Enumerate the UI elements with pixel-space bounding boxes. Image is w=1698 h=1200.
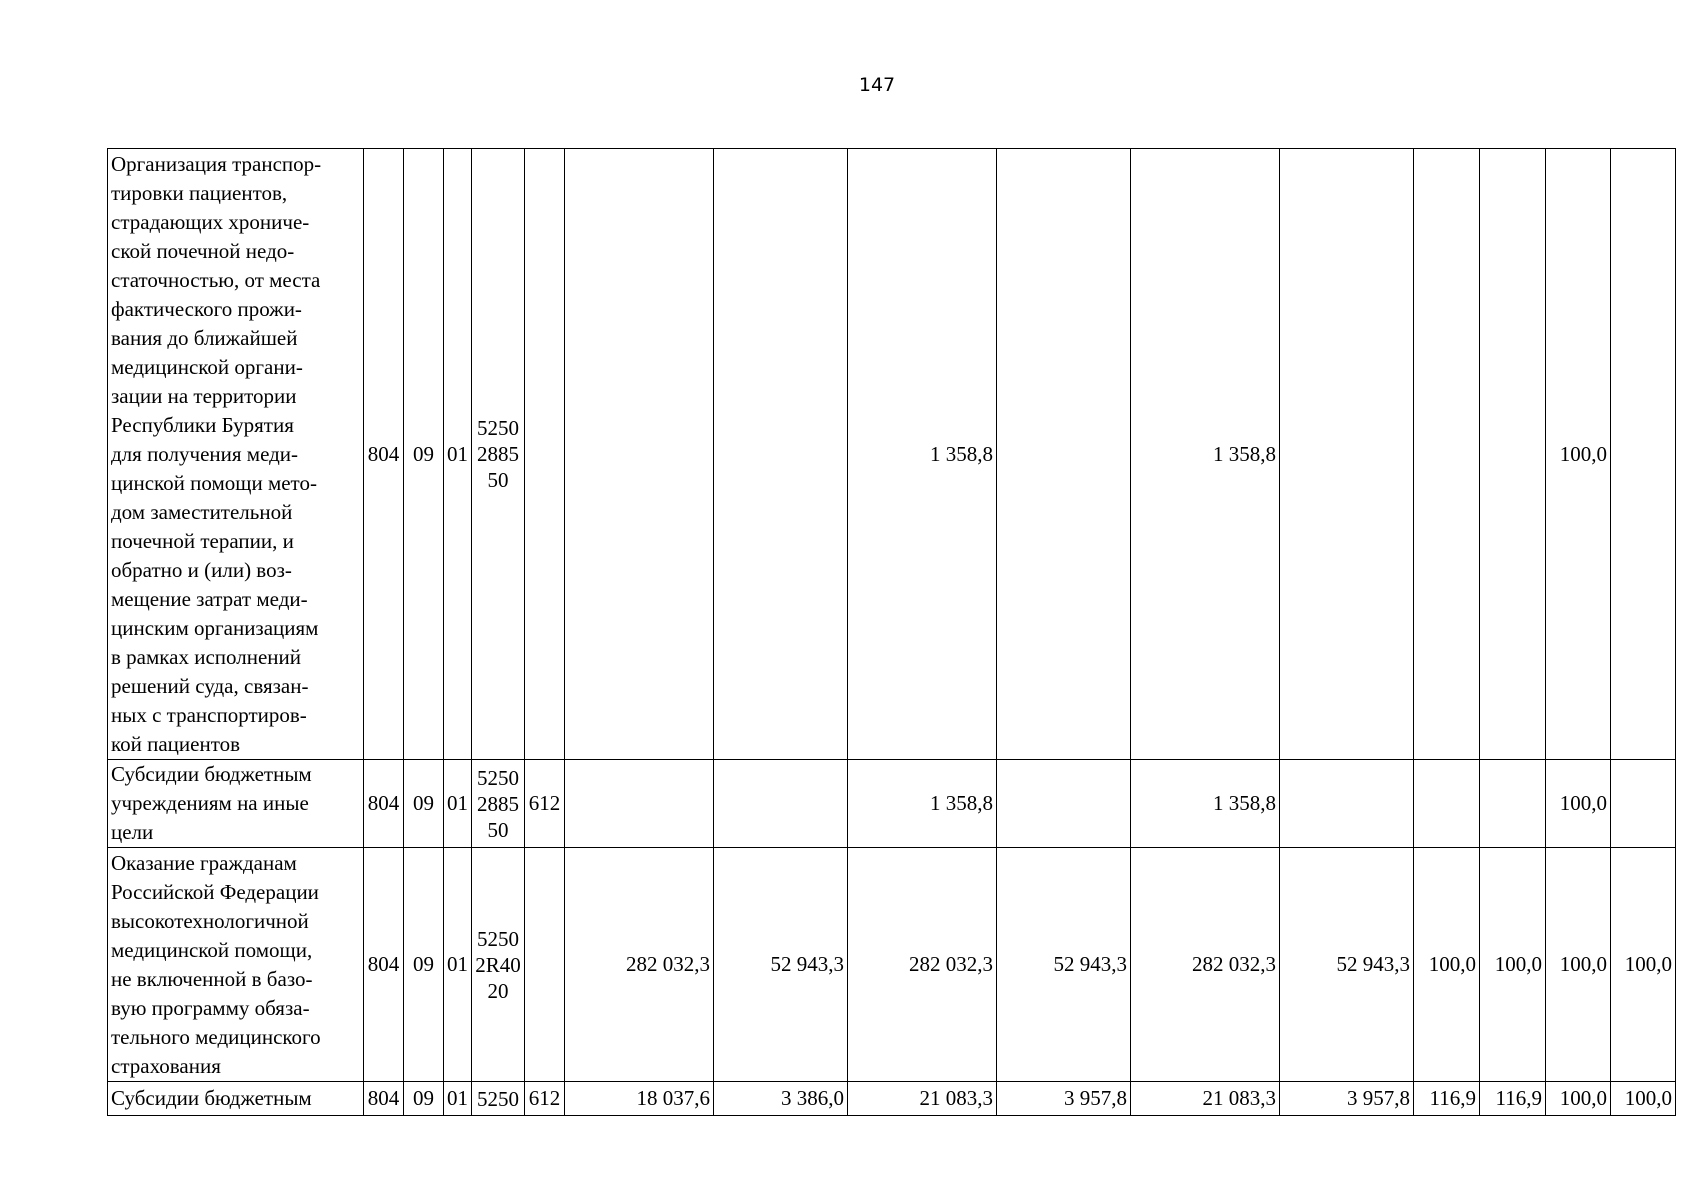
- item-name-line: решений суда, связан-: [111, 673, 309, 698]
- item-name-line: статочностью, от места: [111, 267, 321, 292]
- target-article-line: 5250: [477, 416, 519, 440]
- amount-cell: [565, 760, 714, 848]
- amount-cell: 21 083,3: [848, 1082, 997, 1116]
- target-article-line: 5250: [477, 1086, 519, 1111]
- item-name-line: вания до ближайшей: [111, 325, 298, 350]
- amount-cell: [1280, 149, 1414, 760]
- expense-type-cell: [525, 149, 565, 760]
- target-article-cell: [472, 848, 525, 1082]
- item-name-cell: [108, 1082, 364, 1116]
- item-name-line: кой пациентов: [111, 731, 241, 756]
- item-name-cell: [108, 848, 364, 1082]
- amount-cell: 282 032,3: [565, 848, 714, 1082]
- item-name-line: зации на территории: [111, 383, 297, 408]
- amount-cell: [1280, 760, 1414, 848]
- percent-cell: 100,0: [1546, 848, 1611, 1082]
- target-article-line: 50: [487, 468, 509, 492]
- target-article-line: 2885: [477, 791, 519, 816]
- percent-cell: 100,0: [1546, 1082, 1611, 1116]
- item-name-line: дом заместительной: [111, 499, 293, 524]
- target-article-line: 50: [487, 817, 509, 842]
- percent-cell: 100,0: [1480, 848, 1546, 1082]
- item-name-cell: [108, 760, 364, 848]
- amount-cell: 3 957,8: [1280, 1082, 1414, 1116]
- page-number: 147: [858, 74, 896, 96]
- grbs-code-cell: 804: [364, 149, 404, 760]
- table-row: [108, 149, 1676, 760]
- table-body: [108, 149, 1676, 1116]
- item-name-line: высокотехнологичной: [111, 908, 309, 933]
- item-name-line: вую программу обяза-: [111, 995, 310, 1020]
- table-row: [108, 760, 1676, 848]
- percent-cell: [1611, 760, 1676, 848]
- item-name-line: медицинской органи-: [111, 354, 303, 379]
- percent-cell: 100,0: [1611, 848, 1676, 1082]
- amount-cell: 282 032,3: [848, 848, 997, 1082]
- grbs-code-cell: 804: [364, 760, 404, 848]
- target-article-line: 5250: [477, 926, 519, 951]
- grbs-code-cell: 804: [364, 848, 404, 1082]
- target-article-cell: [472, 1082, 525, 1116]
- table-row: [108, 848, 1676, 1082]
- item-name-line: страхования: [111, 1053, 221, 1078]
- percent-cell: [1414, 760, 1480, 848]
- amount-cell: 1 358,8: [1131, 149, 1280, 760]
- item-name-line: мещение затрат меди-: [111, 586, 308, 611]
- item-name-line: страдающих хрониче-: [111, 209, 310, 234]
- subsection-code-cell: 01: [444, 1082, 472, 1116]
- amount-cell: 52 943,3: [1280, 848, 1414, 1082]
- amount-cell: 3 957,8: [997, 1082, 1131, 1116]
- item-name-line: Организация транспор-: [111, 151, 322, 176]
- amount-cell: 21 083,3: [1131, 1082, 1280, 1116]
- amount-cell: 3 386,0: [714, 1082, 848, 1116]
- item-name-line: тельного медицинского: [111, 1024, 321, 1049]
- amount-cell: 1 358,8: [848, 149, 997, 760]
- amount-cell: 52 943,3: [997, 848, 1131, 1082]
- item-name-line: ской почечной недо-: [111, 238, 295, 263]
- percent-cell: 100,0: [1546, 760, 1611, 848]
- percent-cell: 116,9: [1480, 1082, 1546, 1116]
- item-name-line: цинской помощи мето-: [111, 470, 317, 495]
- item-name-line: Оказание гражданам: [111, 850, 297, 875]
- percent-cell: 100,0: [1546, 149, 1611, 760]
- percent-cell: [1480, 149, 1546, 760]
- target-article-line: 2R40: [475, 952, 521, 977]
- target-article-cell: [472, 149, 525, 760]
- item-name-line: Российской Федерации: [111, 879, 319, 904]
- amount-cell: 1 358,8: [1131, 760, 1280, 848]
- item-name-line: не включенной в базо-: [111, 966, 313, 991]
- subsection-code-cell: 01: [444, 848, 472, 1082]
- section-code-cell: 09: [404, 848, 444, 1082]
- amount-cell: 1 358,8: [848, 760, 997, 848]
- item-name-line: Республики Бурятия: [111, 412, 294, 437]
- amount-cell: [714, 149, 848, 760]
- grbs-code-cell: 804: [364, 1082, 404, 1116]
- item-name-line: цинским организациям: [111, 615, 319, 640]
- item-name-line: фактического прожи-: [111, 296, 302, 321]
- amount-cell: 52 943,3: [714, 848, 848, 1082]
- amount-cell: 282 032,3: [1131, 848, 1280, 1082]
- section-code-cell: 09: [404, 149, 444, 760]
- item-name-line: Субсидии бюджетным: [111, 762, 312, 786]
- expense-type-cell: 612: [525, 760, 565, 848]
- percent-cell: 116,9: [1414, 1082, 1480, 1116]
- expense-type-cell: [525, 848, 565, 1082]
- amount-cell: [565, 149, 714, 760]
- item-name-line: ных с транспортиров-: [111, 702, 307, 727]
- table-row: [108, 1082, 1676, 1116]
- item-name-line: для получения меди-: [111, 441, 299, 466]
- item-name-line: Субсидии бюджетным: [111, 1086, 312, 1110]
- section-code-cell: 09: [404, 760, 444, 848]
- item-name-line: учреждениям на иные: [111, 791, 309, 815]
- item-name-line: цели: [111, 820, 154, 844]
- percent-cell: 100,0: [1611, 1082, 1676, 1116]
- subsection-code-cell: 01: [444, 760, 472, 848]
- target-article-line: 20: [487, 978, 509, 1003]
- amount-cell: [997, 149, 1131, 760]
- subsection-code-cell: 01: [444, 149, 472, 760]
- budget-table: [107, 148, 1676, 1116]
- percent-cell: [1414, 149, 1480, 760]
- amount-cell: [997, 760, 1131, 848]
- target-article-cell: [472, 760, 525, 848]
- expense-type-cell: 612: [525, 1082, 565, 1116]
- percent-cell: 100,0: [1414, 848, 1480, 1082]
- percent-cell: [1480, 760, 1546, 848]
- target-article-line: 2885: [477, 442, 519, 466]
- target-article-line: 5250: [477, 765, 519, 790]
- item-name-line: в рамках исполнений: [111, 644, 302, 669]
- item-name-line: тировки пациентов,: [111, 180, 288, 205]
- percent-cell: [1611, 149, 1676, 760]
- item-name-line: почечной терапии, и: [111, 528, 294, 553]
- amount-cell: [714, 760, 848, 848]
- section-code-cell: 09: [404, 1082, 444, 1116]
- item-name-line: медицинской помощи,: [111, 937, 313, 962]
- item-name-cell: [108, 149, 364, 760]
- amount-cell: 18 037,6: [565, 1082, 714, 1116]
- item-name-line: обратно и (или) воз-: [111, 557, 292, 582]
